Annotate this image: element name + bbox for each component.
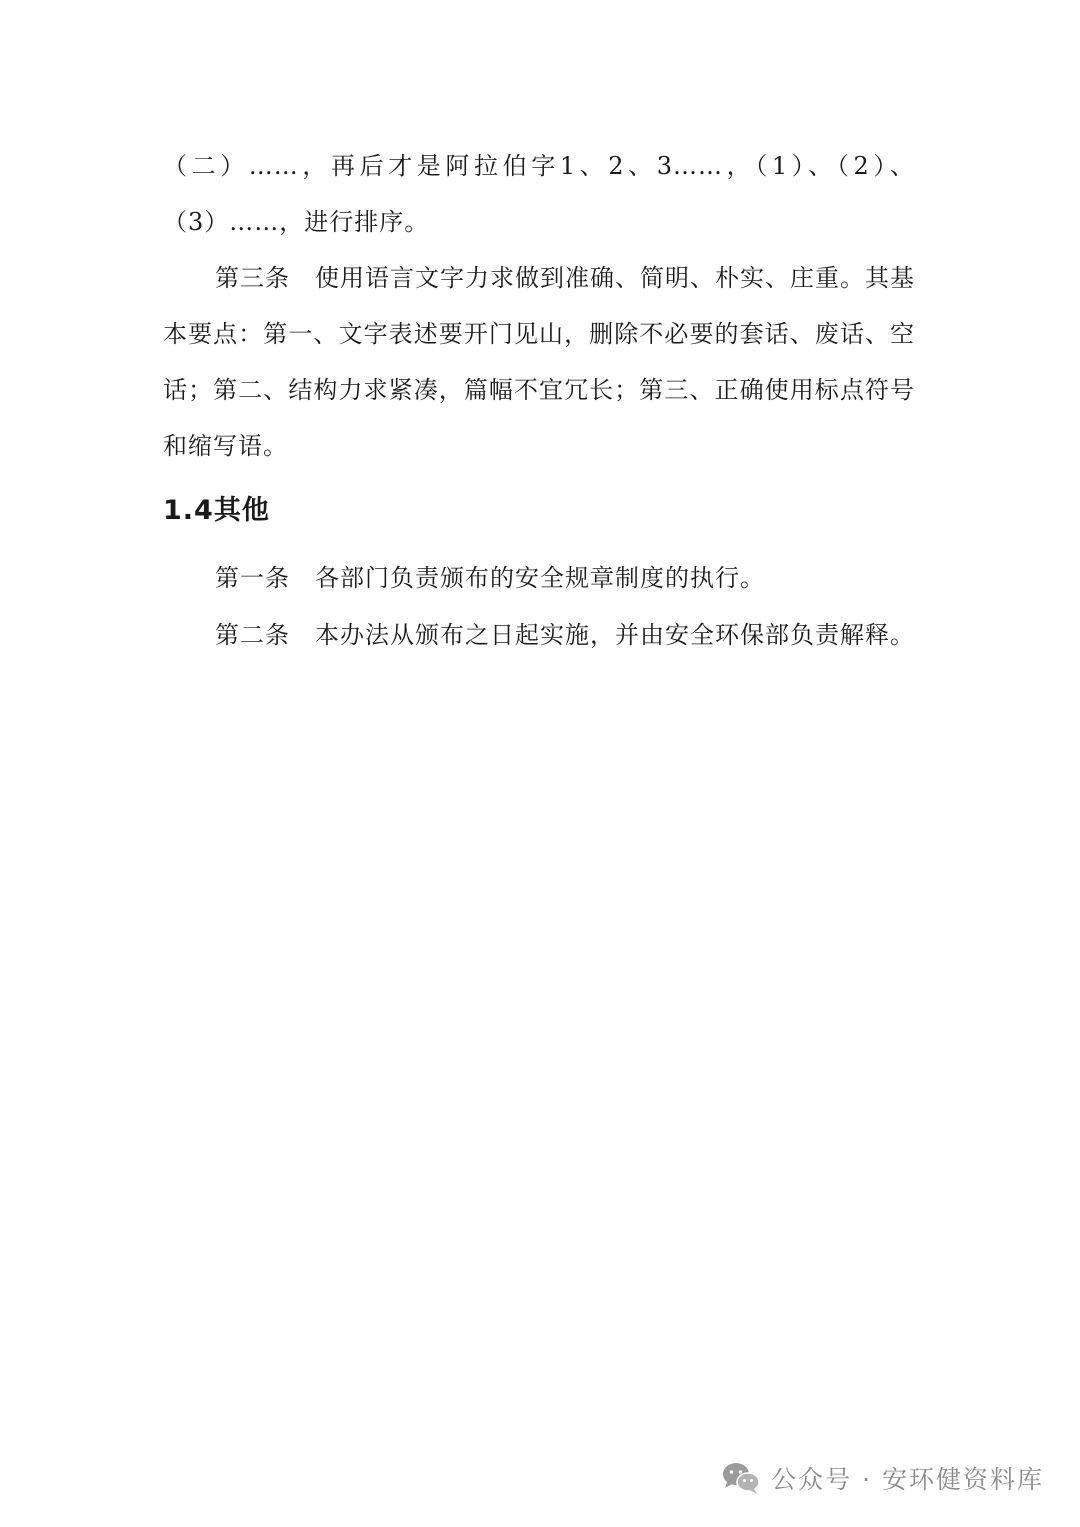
watermark	[721, 1458, 1044, 1498]
document-body-continuation	[163, 138, 915, 250]
paragraph-article-3: 第三条 使用语言文字力求做到准确、简明、朴实、庄重。其基本要点：第一、文字表述要开门见山，删除不必要的套话、废话、空话；第二、结构力求紧凑，篇幅不宜冗长；第三、正确使用标点符号和缩写语。	[163, 264, 915, 460]
paragraph-numbering-continuation: （二）……，再后才是阿拉伯字1、2、3……，（1）、（2）、（3）……，进行排序。	[163, 152, 915, 236]
document-body-article-3	[163, 250, 915, 474]
watermark-text: 公众号 · 安环健资料库	[771, 1465, 1044, 1494]
document-body-other-article-1	[163, 550, 915, 606]
paragraph-other-article-2: 第二条 本办法从颁布之日起实施，并由安全环保部负责解释。	[215, 621, 915, 649]
document-body-other-article-2	[163, 607, 915, 663]
paragraph-other-article-1: 第一条 各部门负责颁布的安全规章制度的执行。	[215, 564, 765, 592]
wechat-icon	[721, 1461, 761, 1495]
section-heading: 1.4其他	[163, 495, 270, 526]
